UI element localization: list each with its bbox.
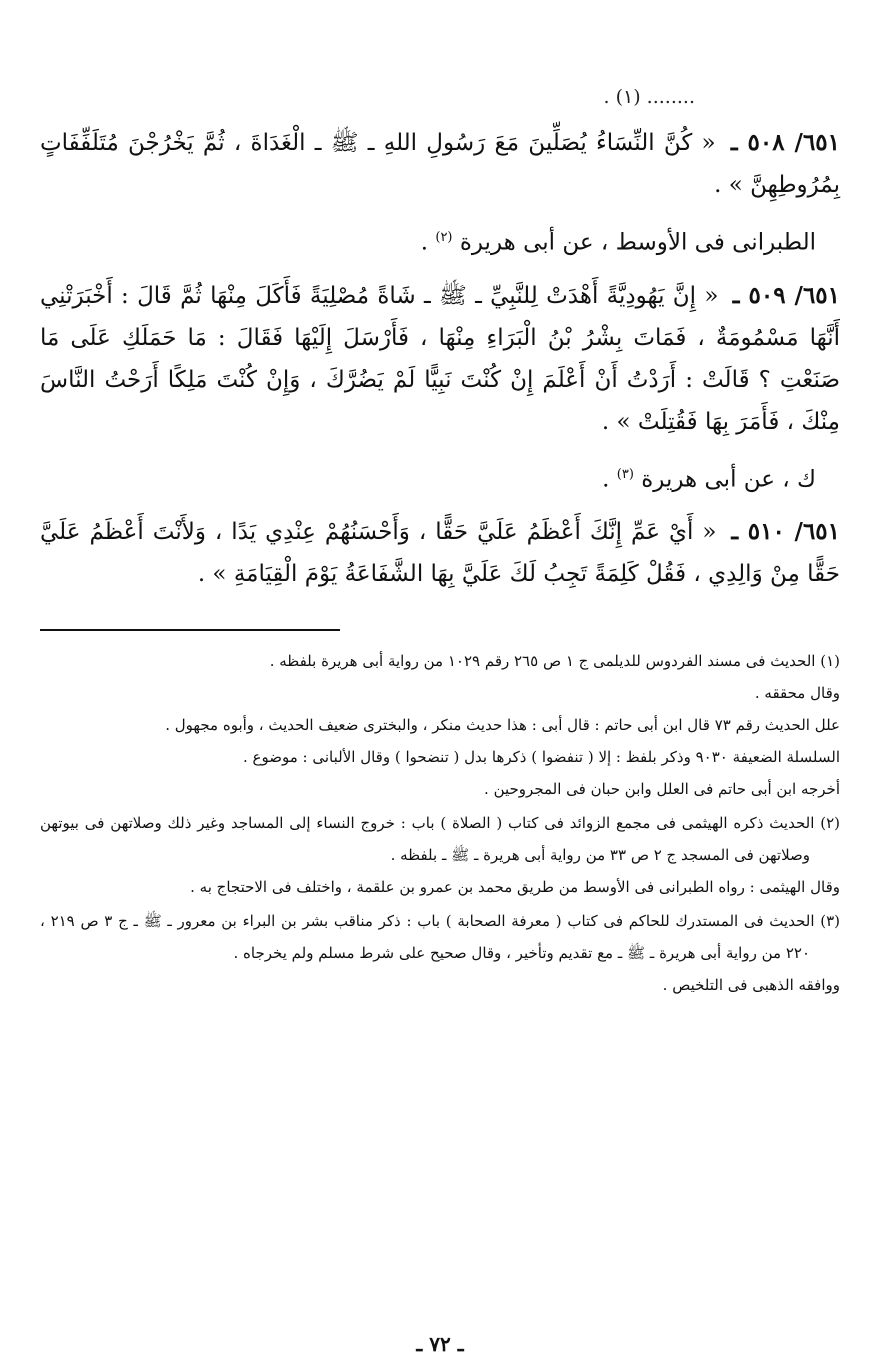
footnote-3 xyxy=(40,905,840,1001)
footnote-2 xyxy=(40,807,840,903)
footnote-divider xyxy=(40,629,340,631)
footnote-ref[interactable]: (٣) xyxy=(616,466,634,482)
footnote-ref[interactable]: (٢) xyxy=(435,230,453,245)
hadith-source xyxy=(40,455,816,500)
footnote-line: (٢) الحديث ذكره الهيثمى فى مجمع الزوائد فى كتاب ( الصلاة ) باب : خروج النساء إلى المساجد وغير ذلك وصلاتهن فى بيوتهن وصلاتهن فى المسجد ج ٢ ص ٣٣ من رواية أبى هريرة ـ ﷺ ـ بلفظه . xyxy=(40,814,840,865)
hadith-text: « أَيْ عَمِّ إِنَّكَ أَعْظَمُ عَلَيَّ حَقًّا ، وَأَحْسَنُهُمْ عِنْدِي يَدًا ، وَلأَنْتَ أَعْظَمُ عَلَيَّ حَقًّا مِنْ وَالِدِي ، فَقُلْ كَلِمَةً تَجِبُ لَكَ عَلَيَّ بِهَا الشَّفَاعَةُ يَوْمَ الْقِيَامَةِ » . xyxy=(40,519,840,588)
footnote-line: (٣) الحديث فى المستدرك للحاكم فى كتاب ( معرفة الصحابة ) باب : ذكر مناقب بشر بن البراء بن معرور ـ ﷺ ـ ج ٣ ص ٢١٩ ، ٢٢٠ من رواية أبى هريرة ـ ﷺ ـ مع تقديم وتأخير ، وقال صحيح على شرط مسلم ولم يخرجاه . xyxy=(40,912,840,963)
footnotes-section xyxy=(40,645,840,1001)
source-text: ك ، عن أبى هريرة xyxy=(641,466,816,493)
hadith-block xyxy=(40,511,840,595)
hadith-block xyxy=(40,122,840,263)
hadith-entry xyxy=(40,275,840,443)
footnote-1 xyxy=(40,645,840,805)
hadith-text: « كُنَّ النِّسَاءُ يُصَلِّينَ مَعَ رَسُولِ اللهِ ـ ﷺ ـ الْغَدَاةَ ، ثُمَّ يَخْرُجْنَ مُتَلَفِّفَاتٍ بِمُرُوطِهِنَّ » . xyxy=(40,130,840,198)
footnote-line: (١) الحديث فى مسند الفردوس للديلمى ج ١ ص ٢٦٥ رقم ١٠٢٩ من رواية أبى هريرة بلفظه . xyxy=(269,652,840,671)
book-page xyxy=(40,82,840,1356)
footnote-line: علل الحديث رقم ٧٣ قال ابن أبى حاتم : قال أبى : هذا حديث منكر ، والبخترى ضعيف الحديث ، وأبوه مجهول . xyxy=(165,716,840,735)
footnote-line: أخرجه ابن أبى حاتم فى العلل وابن حبان فى المجروحين . xyxy=(484,780,840,799)
hadith-block xyxy=(40,275,840,500)
hadith-number: ٦٥١/ ٥٠٩ ـ xyxy=(732,281,840,309)
hadith-number: ٦٥١/ ٥٠٨ ـ xyxy=(730,129,840,156)
hadith-entry xyxy=(40,511,840,595)
footnote-line: ووافقه الذهبى فى التلخيص . xyxy=(662,976,840,995)
footnote-line: وقال الهيثمى : رواه الطبرانى فى الأوسط من طريق محمد بن عمرو بن علقمة ، واختلف فى الاحتجاج به . xyxy=(190,878,840,897)
hadith-text: « إِنَّ يَهُودِيَّةً أَهْدَتْ لِلنَّبِيِّ ـ ﷺ ـ شَاةً مُصْلِيَةً فَأَكَلَ مِنْهَا ثُمَّ قَالَ : أَخْبَرَتْنِي أَنَّهَا مَسْمُومَةٌ ، فَمَاتَ بِشْرُ بْنُ الْبَرَاءِ مِنْهَا ، فَأَرْسَلَ إِلَيْهَا فَقَالَ : مَا حَمَلَكِ عَلَى مَا صَنَعْتِ ؟ قَالَتْ : أَرَدْتُ أَنْ أَعْلَمَ إِنْ كُنْتَ نَبِيًّا لَمْ يَضُرَّكَ ، وَإِنْ كُنْتَ مَلِكًا أَرَحْتُ النَّاسَ مِنْكَ ، فَأَمَرَ بِهَا فَقُتِلَتْ » . xyxy=(40,282,840,435)
continuation-dots: ........ (١) . xyxy=(603,86,695,108)
source-end: . xyxy=(420,229,429,256)
source-end: . xyxy=(602,466,610,493)
source-text: الطبرانى فى الأوسط ، عن أبى هريرة xyxy=(459,229,816,256)
footnote-line: وقال محققه . xyxy=(754,684,840,703)
hadith-number: ٦٥١/ ٥١٠ ـ xyxy=(731,518,840,546)
page-number: ـ ٧٢ ـ xyxy=(416,1332,464,1356)
footnote-line: السلسلة الضعيفة ٩٠٣٠ وذكر بلفظ : إلا ( تنفضوا ) ذكرها بدل ( تنضحوا ) وقال الألبانى : موضوع . xyxy=(243,748,840,767)
hadith-entry xyxy=(40,122,840,206)
hadith-source xyxy=(40,218,816,263)
